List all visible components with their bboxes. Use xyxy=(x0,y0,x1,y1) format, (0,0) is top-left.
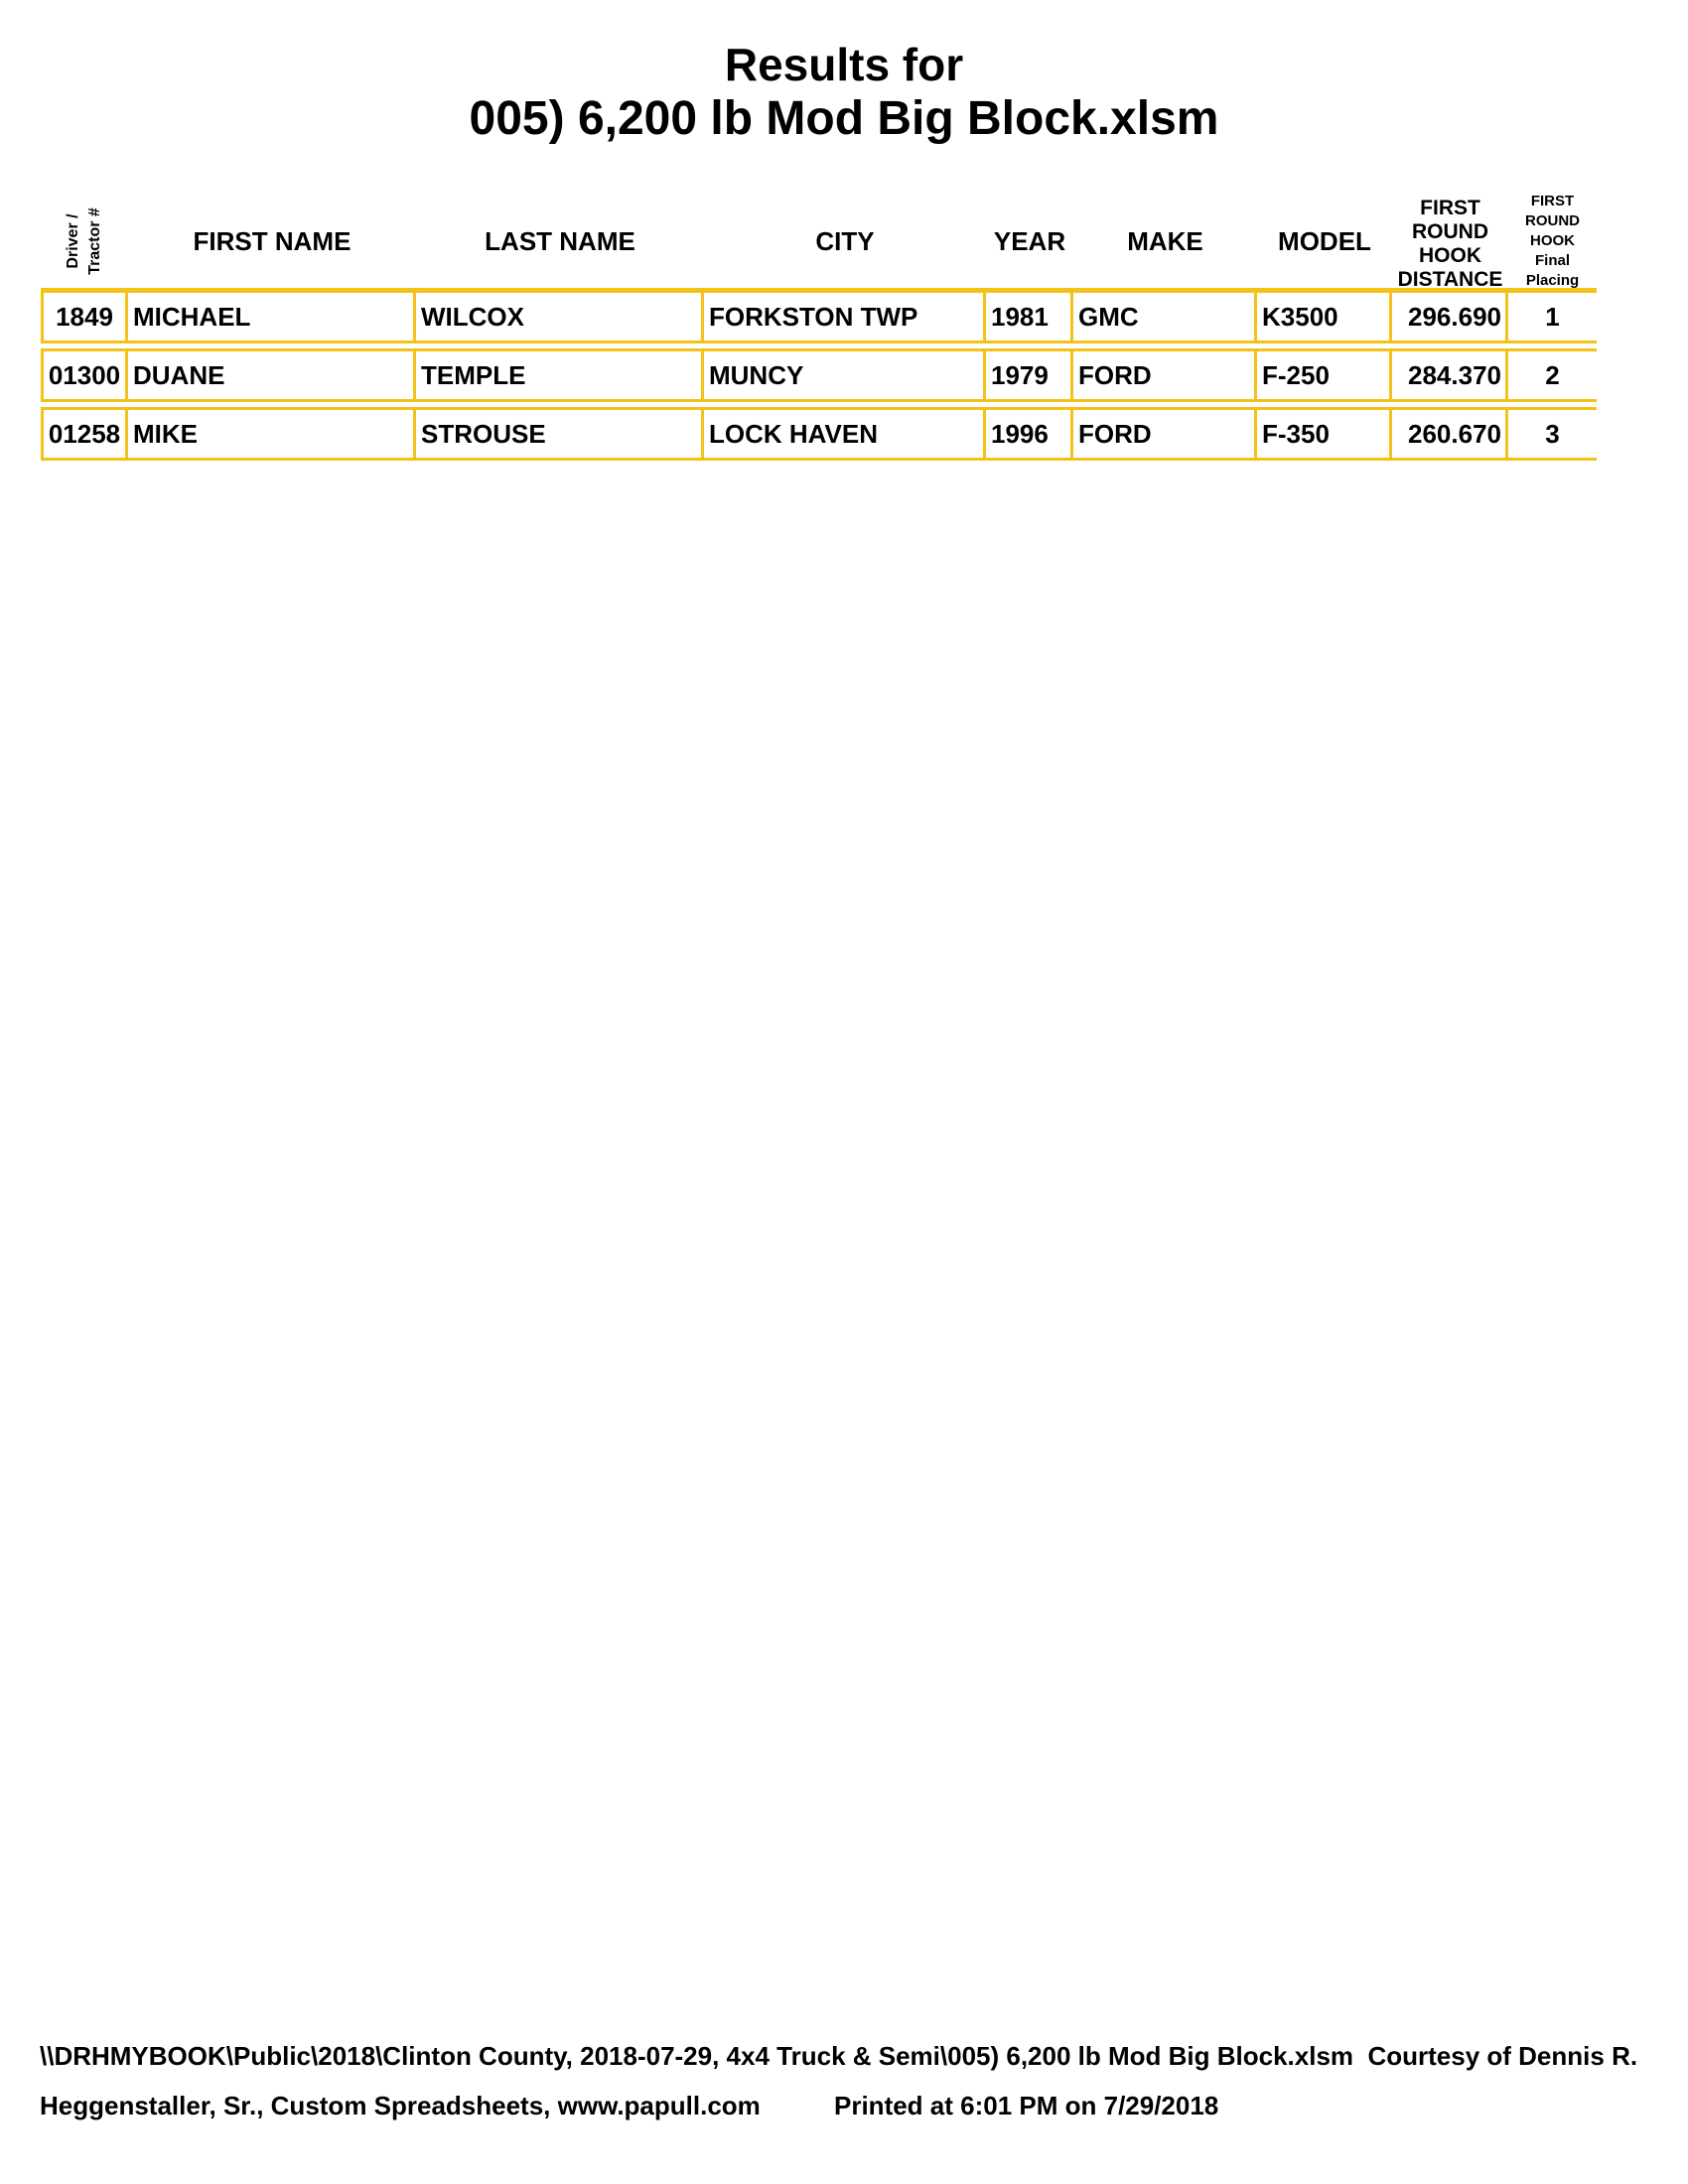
cell-last-name: TEMPLE xyxy=(416,351,704,399)
cell-last-name: WILCOX xyxy=(416,293,704,341)
column-header-year: YEAR xyxy=(993,225,1066,256)
cell-model: K3500 xyxy=(1257,293,1392,341)
cell-final-placing: 1 xyxy=(1545,301,1560,332)
page-footer xyxy=(40,2040,1668,2121)
column-header-model: MODEL xyxy=(1278,225,1371,256)
table-row xyxy=(41,407,1597,461)
cell-hook-distance: 284.370 xyxy=(1392,351,1508,399)
column-header-first-round-hook-distance xyxy=(1392,195,1508,291)
footer-file-path: \\DRHMYBOOK\Public\2018\Clinton County, 2018-07-29, 4x4 Truck & Semi\005) 6,200 lb Mod Big Block.xlsm Courtesy of Dennis R. xyxy=(40,2041,1638,2071)
cell-model: F-250 xyxy=(1257,351,1392,399)
placing-label-line1: FIRST ROUND xyxy=(1525,193,1580,229)
column-header-make: MAKE xyxy=(1127,225,1203,256)
table-row xyxy=(41,290,1597,343)
cell-year: 1979 xyxy=(986,351,1073,399)
footer-second-line xyxy=(40,2090,1668,2121)
footer-credit: Heggenstaller, Sr., Custom Spreadsheets, www.papull.com xyxy=(40,2091,761,2120)
cell-driver-number: 01300 xyxy=(44,351,128,399)
page-title xyxy=(0,38,1688,147)
placing-label-line2: HOOK xyxy=(1530,232,1575,249)
distance-label-line4: DISTANCE xyxy=(1397,268,1503,291)
results-table xyxy=(41,195,1597,466)
distance-label-line2: ROUND xyxy=(1412,220,1488,243)
cell-city: MUNCY xyxy=(704,351,986,399)
column-header-first-name: FIRST NAME xyxy=(193,225,352,256)
driver-label-line2: Tractor # xyxy=(86,207,103,275)
cell-final-placing: 3 xyxy=(1545,418,1560,449)
cell-make: GMC xyxy=(1073,293,1257,341)
footer-print-timestamp: Printed at 6:01 PM on 7/29/2018 xyxy=(834,2091,1219,2120)
cell-hook-distance: 260.670 xyxy=(1392,410,1508,458)
cell-first-name: DUANE xyxy=(128,351,416,399)
driver-tractor-rotated-label xyxy=(63,207,106,275)
cell-final-placing: 2 xyxy=(1545,359,1560,390)
cell-first-name: MICHAEL xyxy=(128,293,416,341)
cell-model: F-350 xyxy=(1257,410,1392,458)
table-row xyxy=(41,348,1597,402)
cell-city: LOCK HAVEN xyxy=(704,410,986,458)
cell-driver-number: 1849 xyxy=(44,293,128,341)
column-header-last-name: LAST NAME xyxy=(485,225,635,256)
cell-hook-distance: 296.690 xyxy=(1392,293,1508,341)
placing-label-line3: Final Placing xyxy=(1525,252,1580,289)
column-header-city: CITY xyxy=(815,225,875,256)
column-header-driver-tractor xyxy=(41,195,128,288)
cell-year: 1996 xyxy=(986,410,1073,458)
table-header-row xyxy=(41,195,1597,290)
cell-city: FORKSTON TWP xyxy=(704,293,986,341)
cell-make: FORD xyxy=(1073,351,1257,399)
page-title-line1: Results for xyxy=(724,39,964,90)
column-header-final-placing xyxy=(1508,195,1597,288)
driver-label-line1: Driver / xyxy=(65,213,81,269)
page-title-line2: 005) 6,200 lb Mod Big Block.xlsm xyxy=(469,92,1219,145)
cell-last-name: STROUSE xyxy=(416,410,704,458)
cell-first-name: MIKE xyxy=(128,410,416,458)
distance-label-line1: FIRST xyxy=(1420,197,1480,219)
distance-label-line3: HOOK xyxy=(1419,244,1481,267)
cell-make: FORD xyxy=(1073,410,1257,458)
cell-driver-number: 01258 xyxy=(44,410,128,458)
cell-year: 1981 xyxy=(986,293,1073,341)
